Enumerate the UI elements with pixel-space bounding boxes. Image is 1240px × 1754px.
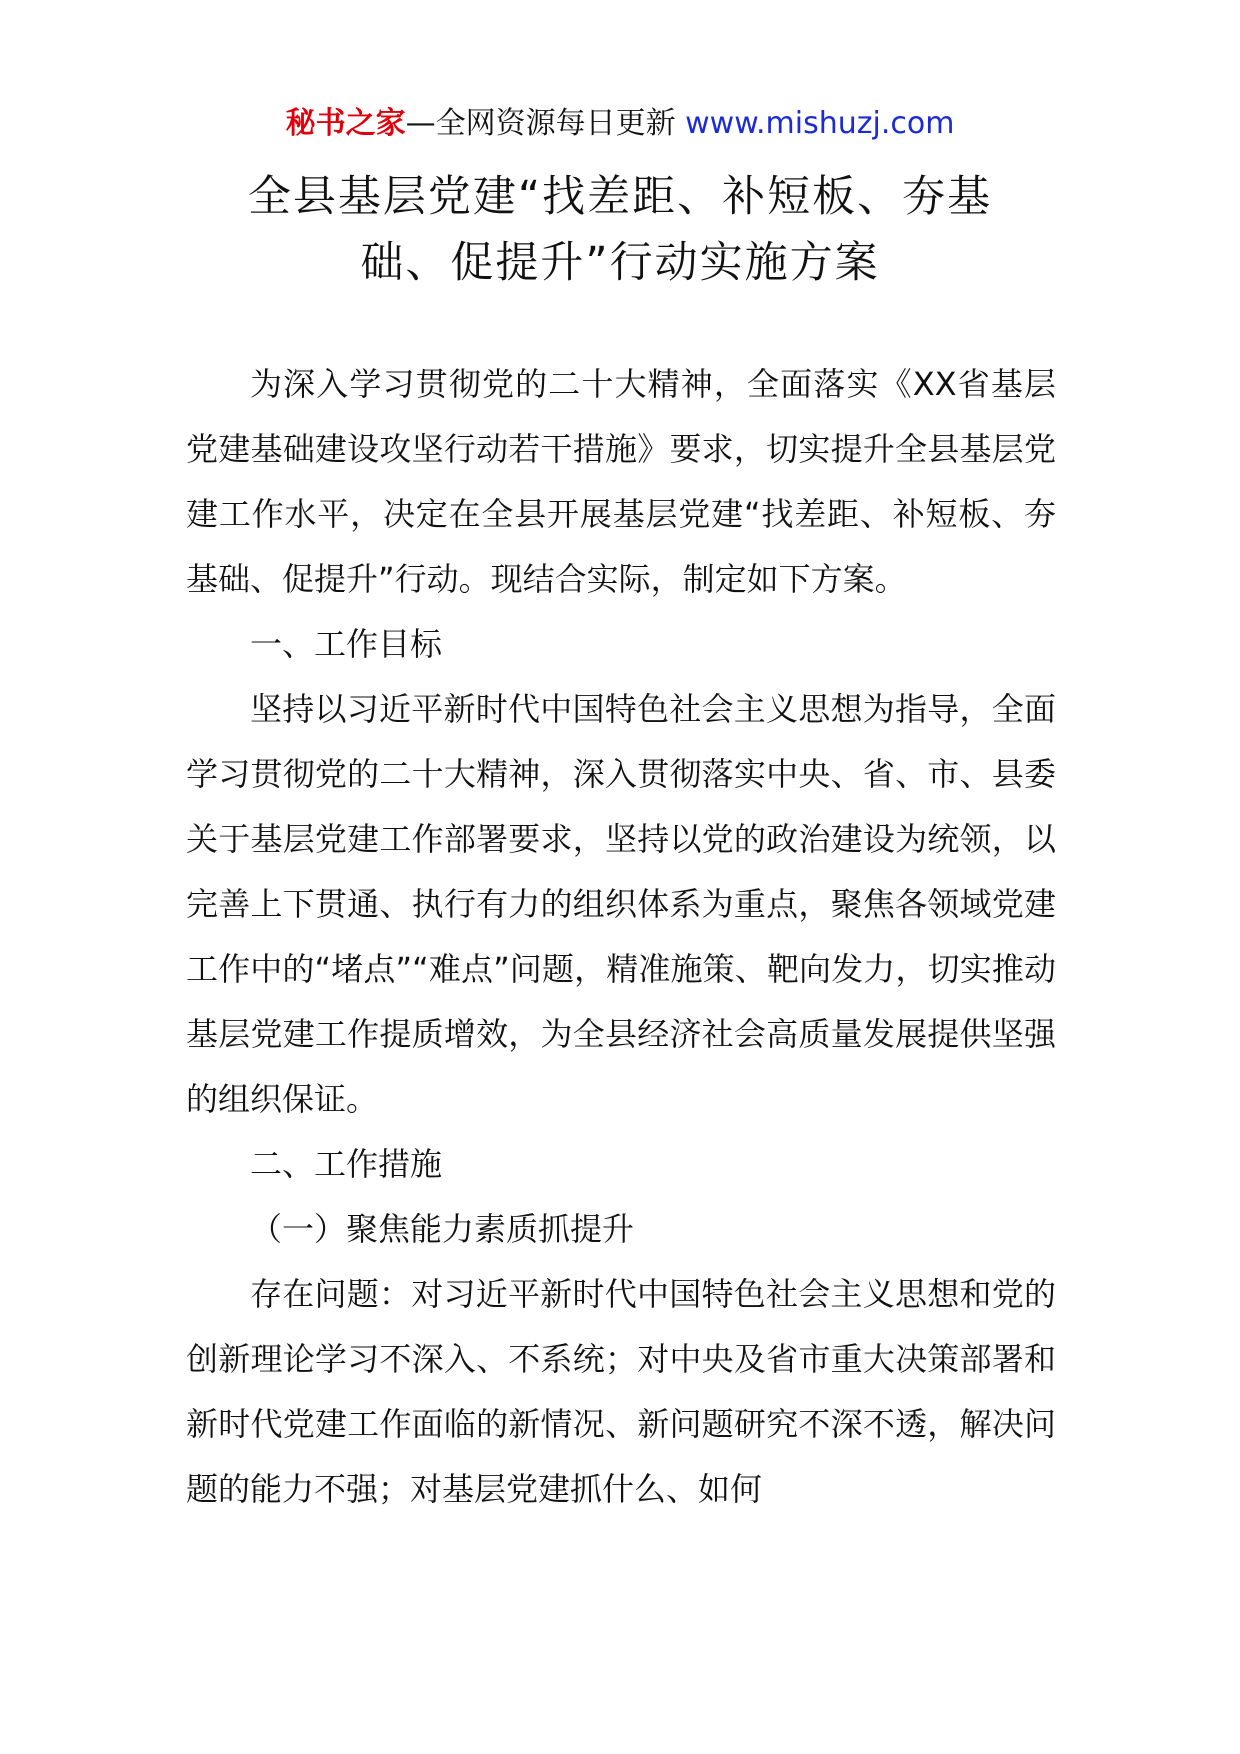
section-heading-measures: 二、工作措施 <box>250 1145 443 1183</box>
site-header <box>0 104 1240 144</box>
document-title <box>0 164 1240 296</box>
title-line-1: 全县基层党建“找差距、补短板、夯基 <box>247 172 993 222</box>
intro-paragraph: 为深入学习贯彻党的二十大精神，全面落实《XX省基层党建基础建设攻坚行动若干措施》要求，切实提升全县基层党建工作水平，决定在全县开展基层党建“找差距、补短板、夯基础、促提升”行动。现结合实际，制定如下方案。 <box>186 365 1056 598</box>
capability-paragraph: 存在问题：对习近平新时代中国特色社会主义思想和党的创新理论学习不深入、不系统；对中央及省市重大决策部署和新时代党建工作面临的新情况、新问题研究不深不透，解决问题的能力不强；对基层党建抓什么、如何 <box>186 1275 1056 1508</box>
subsection-heading-capability: （一）聚焦能力素质抓提升 <box>250 1210 635 1248</box>
header-url-link[interactable]: www.mishuzj.com <box>685 106 955 141</box>
section-heading-goals: 一、工作目标 <box>250 625 443 663</box>
document-body <box>186 352 1056 1522</box>
title-line-2: 础、促提升”行动实施方案 <box>360 238 880 288</box>
brand-name: 秘书之家 <box>285 106 406 141</box>
header-tagline: —全网资源每日更新 <box>405 106 686 141</box>
goals-paragraph: 坚持以习近平新时代中国特色社会主义思想为指导，全面学习贯彻党的二十大精神，深入贯彻落实中央、省、市、县委关于基层党建工作部署要求，坚持以党的政治建设为统领，以完善上下贯通、执行有力的组织体系为重点，聚焦各领域党建工作中的“堵点”“难点”问题，精准施策、靶向发力，切实推动基层党建工作提质增效，为全县经济社会高质量发展提供坚强的组织保证。 <box>186 690 1056 1118</box>
